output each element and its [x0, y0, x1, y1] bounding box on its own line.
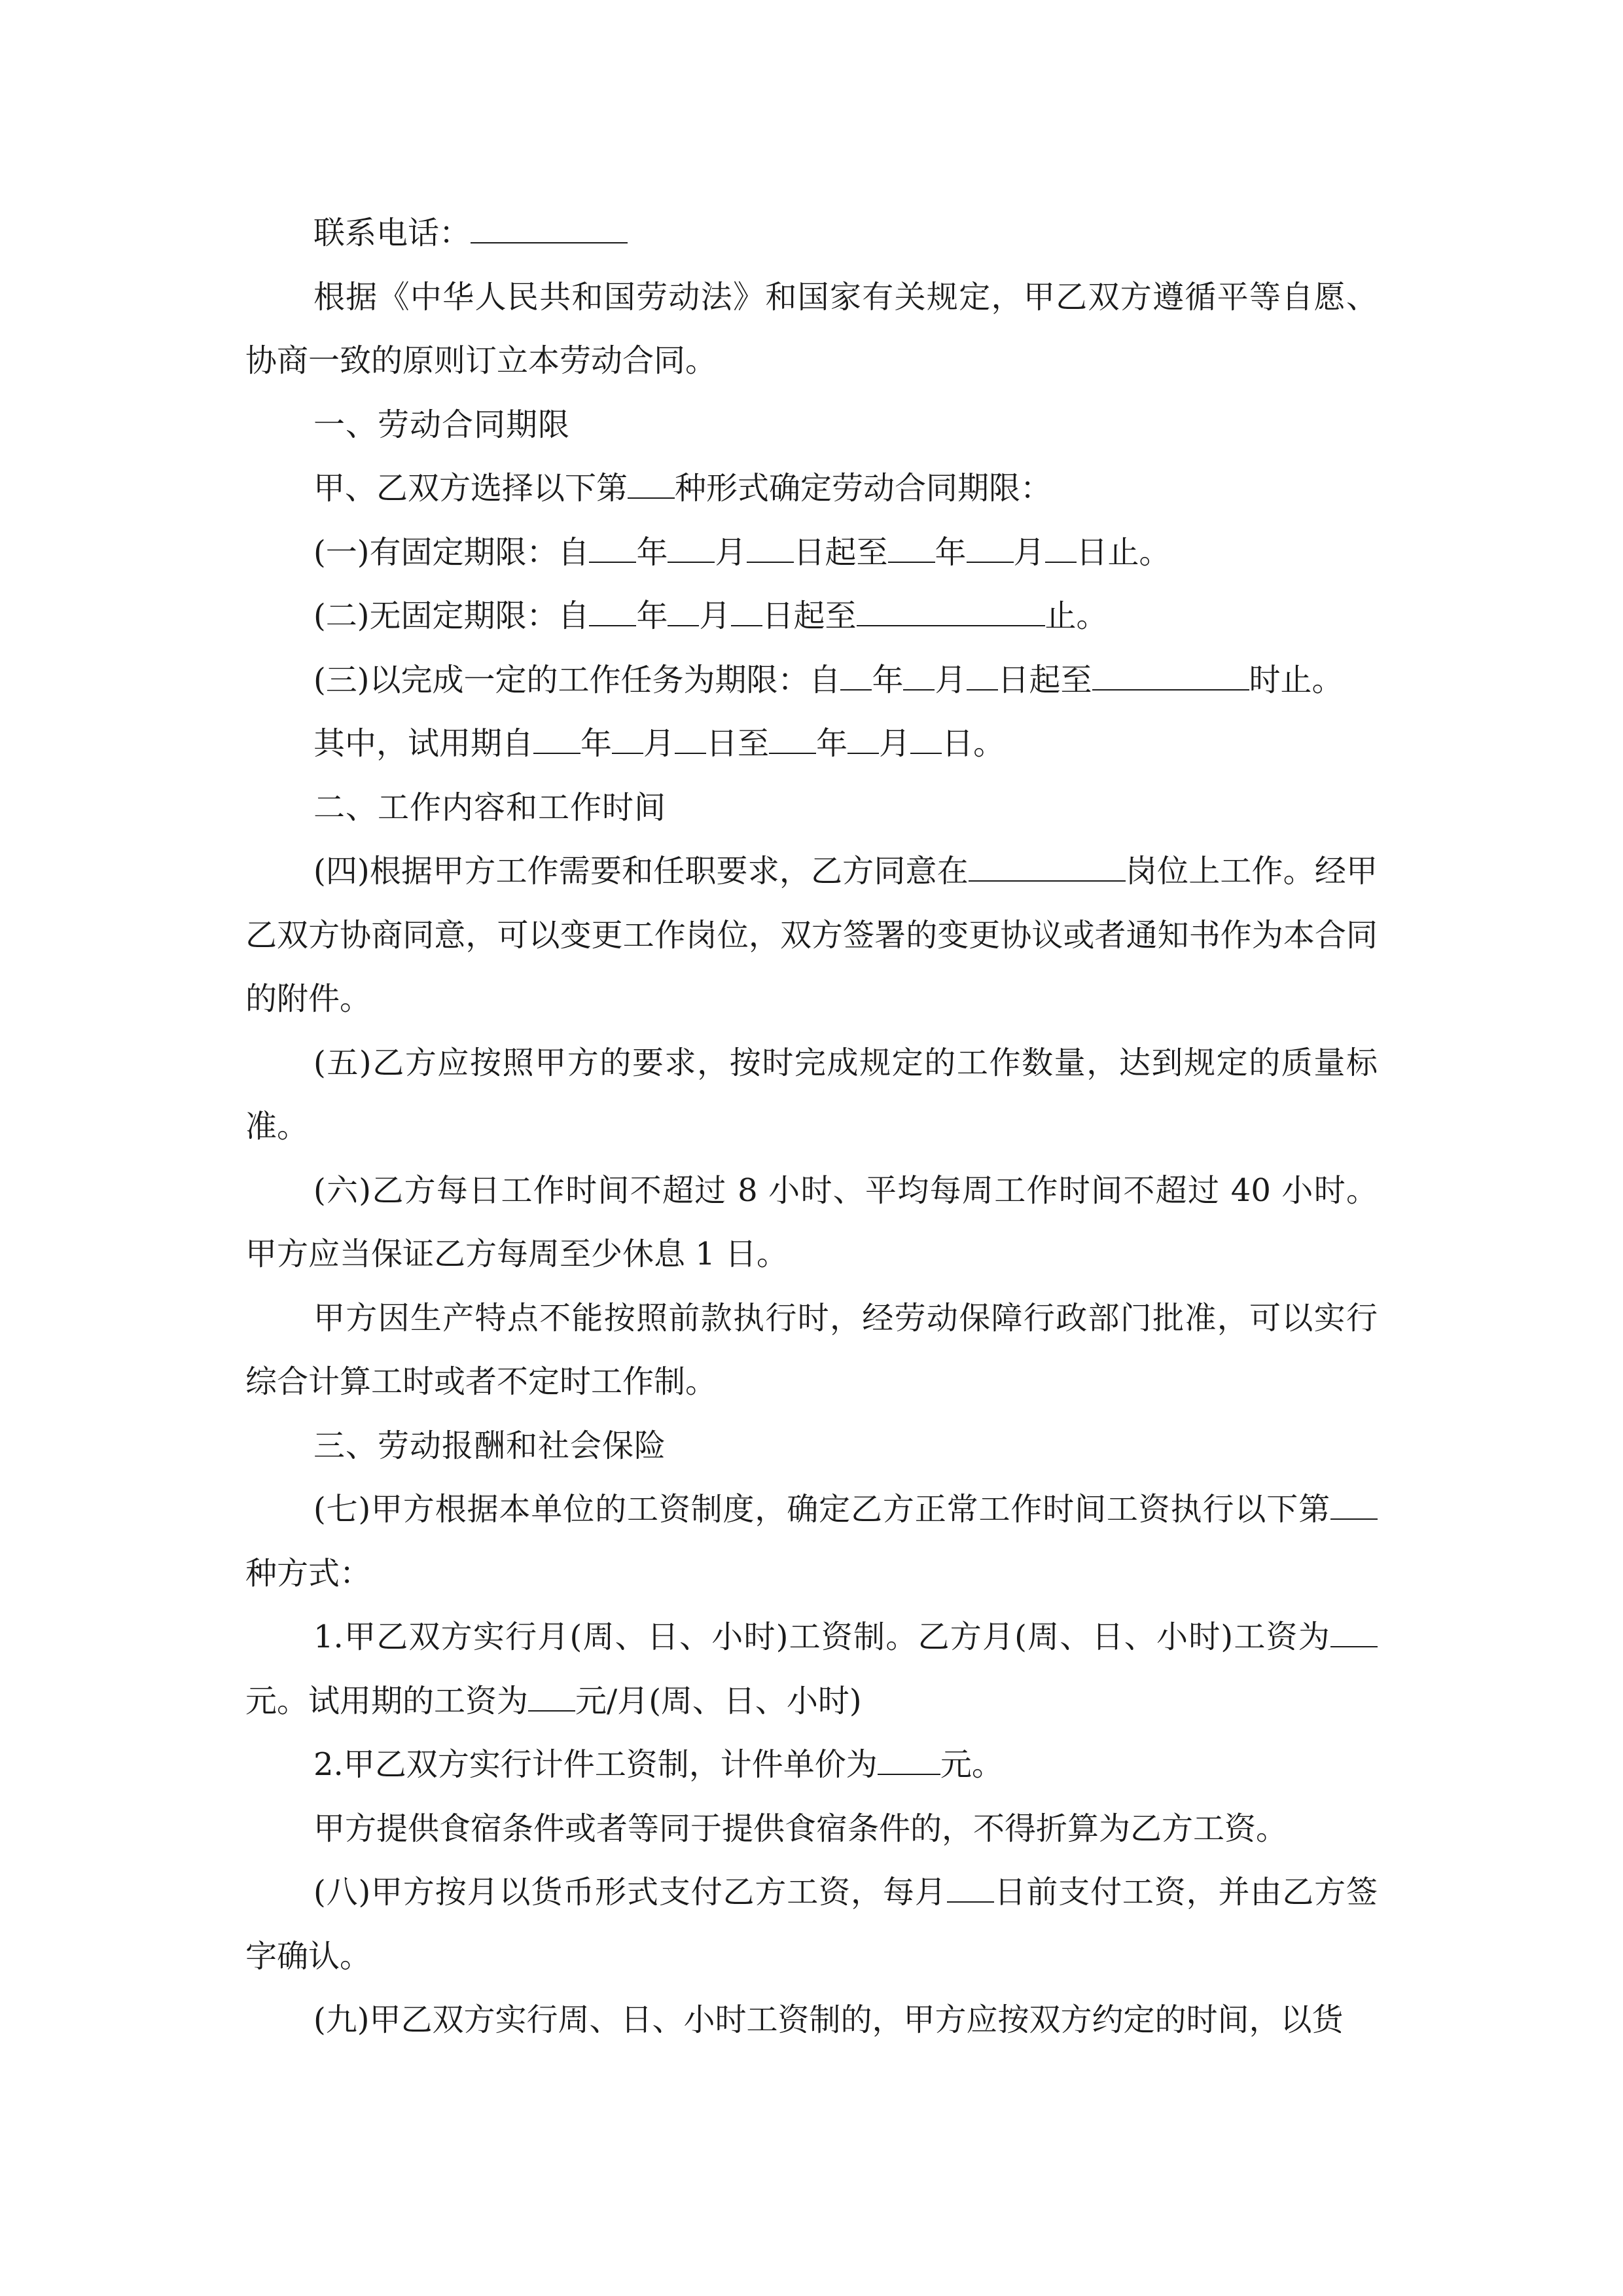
paragraph-text: 元/月(周、日、小时)	[575, 1682, 862, 1719]
paragraph-text: 甲、乙双方选择以下第	[313, 470, 628, 507]
paragraph-text: 日起至	[997, 661, 1092, 698]
contract-paragraph	[245, 1861, 1378, 1988]
paragraph-text: (四)根据甲方工作需要和任职要求，乙方同意在	[313, 853, 969, 889]
paragraph-text: 日前支付工资，并由乙方签字确认。	[245, 1874, 1378, 1975]
section-heading	[245, 1414, 1378, 1479]
paragraph-text: 2.甲乙双方实行计件工资制，计件单价为	[313, 1746, 878, 1783]
fill-in-blank[interactable]	[1330, 1488, 1378, 1520]
paragraph-text: (一)有固定期限：自	[313, 533, 590, 571]
paragraph-text: 种方式：	[245, 1554, 372, 1592]
paragraph-text: (九)甲乙双方实行周、日、小时工资制的，甲方应按双方约定的时间，以货	[313, 2001, 1344, 2038]
fill-in-blank[interactable]	[612, 723, 643, 754]
contract-paragraph	[245, 1605, 1378, 1733]
fill-in-blank[interactable]	[528, 1680, 575, 1712]
fill-in-blank[interactable]	[731, 595, 762, 626]
contract-paragraph	[245, 1287, 1378, 1414]
fill-in-blank[interactable]	[888, 531, 935, 563]
contract-paragraph	[245, 266, 1378, 393]
paragraph-text: 止。	[1044, 598, 1108, 634]
paragraph-text: (八)甲方按月以货币形式支付乙方工资，每月	[313, 1874, 947, 1910]
fill-in-blank[interactable]	[628, 467, 675, 499]
paragraph-text: (二)无固定期限：自	[313, 598, 590, 634]
fill-in-blank[interactable]	[878, 1744, 940, 1775]
contract-paragraph	[245, 1478, 1378, 1605]
paragraph-text: 月	[643, 725, 675, 762]
contract-paragraph	[245, 1159, 1378, 1287]
paragraph-text: (三)以完成一定的工作任务为期限：自	[313, 661, 841, 698]
contract-page-body	[245, 202, 1378, 2053]
contract-paragraph	[245, 649, 1378, 713]
contract-paragraph	[245, 1988, 1378, 2053]
paragraph-text: 日起至	[793, 533, 888, 571]
contract-paragraph	[245, 202, 1378, 266]
fill-in-blank[interactable]	[589, 531, 636, 563]
fill-in-blank[interactable]	[769, 723, 816, 754]
contract-paragraph	[245, 1031, 1378, 1159]
paragraph-text: 根据《中华人民共和国劳动法》和国家有关规定，甲乙双方遵循平等自愿、协商一致的原则订立本劳动合同。	[245, 278, 1378, 379]
paragraph-text: 日至	[706, 725, 770, 762]
paragraph-text: 日止。	[1076, 533, 1171, 571]
fill-in-blank[interactable]	[857, 595, 1045, 626]
fill-in-blank[interactable]	[668, 595, 699, 626]
fill-in-blank[interactable]	[589, 595, 636, 626]
fill-in-blank[interactable]	[840, 659, 872, 691]
fill-in-blank[interactable]	[668, 531, 715, 563]
paragraph-text: 三、劳动报酬和社会保险	[313, 1427, 667, 1464]
paragraph-text: (七)甲方根据本单位的工资制度，确定乙方正常工作时间工资执行以下第	[313, 1491, 1330, 1528]
paragraph-text: 1.甲乙双方实行月(周、日、小时)工资制。乙方月(周、日、小时)工资为	[313, 1619, 1330, 1655]
contract-paragraph	[245, 1797, 1378, 1861]
paragraph-text: 其中，试用期自	[313, 725, 534, 762]
paragraph-text: 甲方因生产特点不能按照前款执行时，经劳动保障行政部门批准，可以实行综合计算工时或者不定时工作制。	[245, 1299, 1378, 1400]
paragraph-text: 月	[935, 661, 967, 698]
contract-paragraph	[245, 840, 1378, 1031]
fill-in-blank[interactable]	[1045, 531, 1077, 563]
paragraph-text: 月	[1013, 533, 1045, 571]
paragraph-text: (五)乙方应按照甲方的要求，按时完成规定的工作数量，达到规定的质量标准。	[245, 1044, 1378, 1145]
fill-in-blank[interactable]	[910, 723, 942, 754]
fill-in-blank[interactable]	[903, 659, 935, 691]
paragraph-text: 年	[636, 533, 668, 571]
paragraph-text: 月	[879, 725, 911, 762]
paragraph-text: 月	[699, 598, 731, 634]
paragraph-text: 二、工作内容和工作时间	[313, 789, 667, 826]
fill-in-blank[interactable]	[847, 723, 879, 754]
paragraph-text: 联系电话：	[313, 215, 471, 251]
paragraph-text: 年	[580, 725, 613, 762]
fill-in-blank[interactable]	[1330, 1616, 1378, 1647]
fill-in-blank[interactable]	[947, 1871, 994, 1903]
paragraph-text: 时止。	[1249, 661, 1344, 698]
contract-paragraph	[245, 1733, 1378, 1797]
paragraph-text: 日。	[942, 725, 1005, 762]
fill-in-blank[interactable]	[967, 659, 998, 691]
fill-in-blank[interactable]	[471, 212, 628, 243]
section-heading	[245, 393, 1378, 457]
paragraph-text: 元。试用期的工资为	[245, 1682, 529, 1719]
paragraph-text: 元。	[940, 1746, 1003, 1783]
contract-paragraph	[245, 521, 1378, 585]
paragraph-text: 甲方提供食宿条件或者等同于提供食宿条件的，不得折算为乙方工资。	[313, 1810, 1288, 1847]
fill-in-blank[interactable]	[1092, 659, 1249, 691]
fill-in-blank[interactable]	[533, 723, 580, 754]
paragraph-text: 月	[715, 533, 747, 571]
paragraph-text: 一、劳动合同期限	[313, 406, 571, 443]
paragraph-text: 日起至	[762, 598, 857, 634]
contract-paragraph	[245, 712, 1378, 776]
paragraph-text: 年	[636, 598, 668, 634]
contract-paragraph	[245, 457, 1378, 521]
section-heading	[245, 776, 1378, 840]
paragraph-text: (六)乙方每日工作时间不超过 8 小时、平均每周工作时间不超过 40 小时。甲方应当保证乙方每周至少休息 1 日。	[245, 1172, 1378, 1272]
paragraph-text: 岗位上工作。经甲乙双方协商同意，可以变更工作岗位，双方签署的变更协议或者通知书作为本合同的附件。	[245, 853, 1378, 1017]
paragraph-text: 年	[935, 533, 967, 571]
paragraph-text: 种形式确定劳动合同期限：	[675, 470, 1052, 507]
fill-in-blank[interactable]	[969, 850, 1126, 882]
fill-in-blank[interactable]	[747, 531, 794, 563]
fill-in-blank[interactable]	[675, 723, 706, 754]
paragraph-text: 年	[872, 661, 904, 698]
contract-paragraph	[245, 584, 1378, 649]
fill-in-blank[interactable]	[967, 531, 1014, 563]
paragraph-text: 年	[816, 725, 848, 762]
